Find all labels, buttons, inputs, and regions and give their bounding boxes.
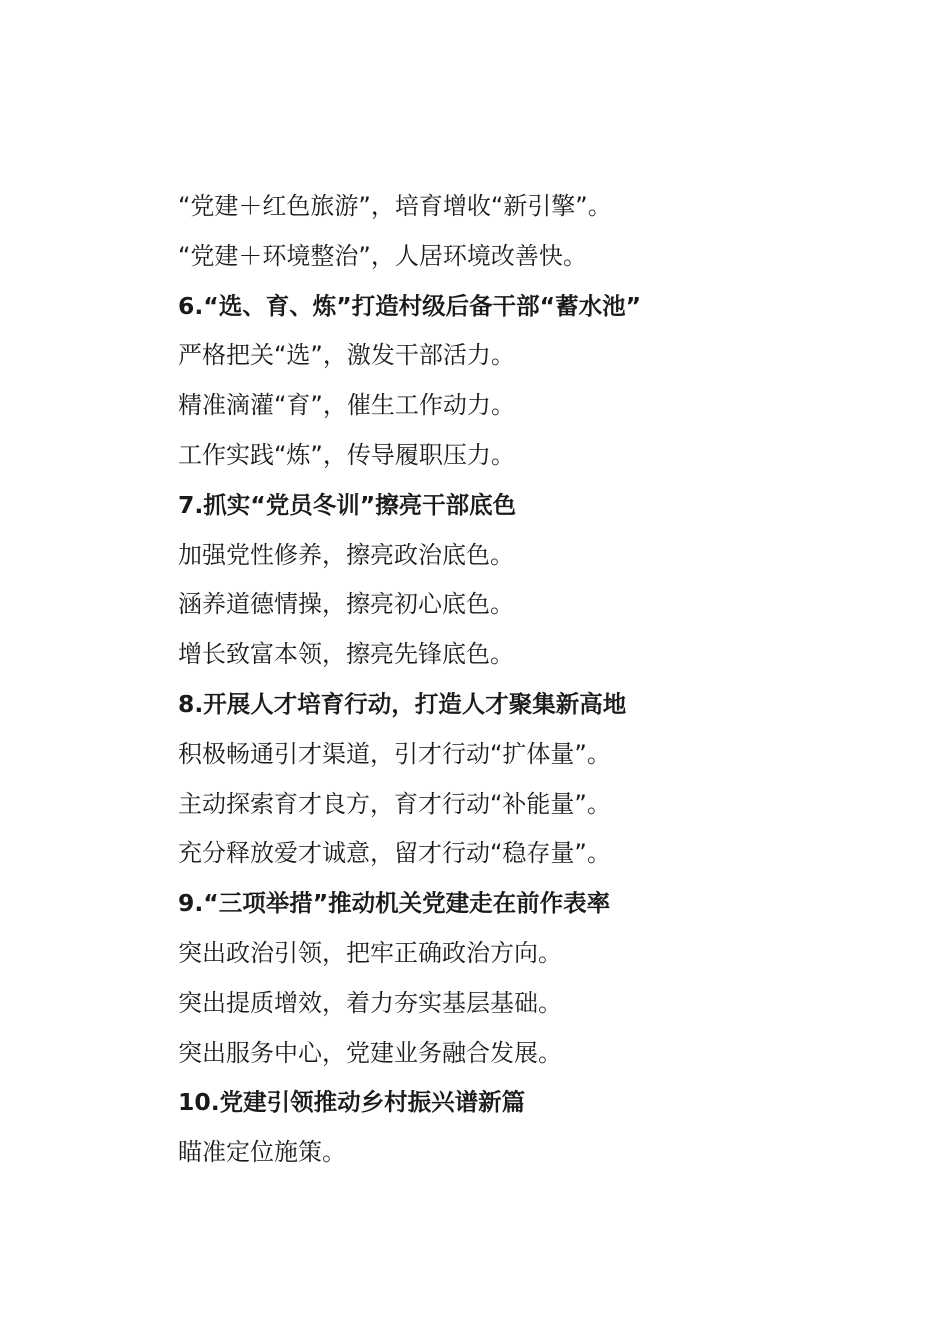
paragraph-line: 突出服务中心，党建业务融合发展。 bbox=[178, 1038, 562, 1067]
section-heading-10: 10.党建引领推动乡村振兴谱新篇 bbox=[178, 1088, 526, 1117]
section-heading-6: 6.“选、育、炼”打造村级后备干部“蓄水池” bbox=[178, 291, 642, 320]
paragraph-line: 工作实践“炼”，传导履职压力。 bbox=[178, 440, 515, 469]
paragraph-line: 精准滴灌“育”，催生工作动力。 bbox=[178, 391, 515, 420]
section-heading-7: 7.抓实“党员冬训”擦亮干部底色 bbox=[178, 490, 517, 519]
document-body bbox=[178, 182, 878, 1178]
paragraph-line: 充分释放爱才诚意，留才行动“稳存量”。 bbox=[178, 839, 611, 868]
paragraph-line: 严格把关“选”，激发干部活力。 bbox=[178, 341, 515, 370]
paragraph-line: “党建＋红色旅游”，培育增收“新引擎”。 bbox=[178, 192, 612, 220]
paragraph-line: “党建＋环境整治”，人居环境改善快。 bbox=[178, 241, 587, 270]
paragraph-line: 主动探索育才良方，育才行动“补能量”。 bbox=[178, 789, 611, 818]
paragraph-line: 涵养道德情操，擦亮初心底色。 bbox=[178, 590, 514, 619]
section-heading-9: 9.“三项举措”推动机关党建走在前作表率 bbox=[178, 889, 611, 918]
paragraph-line: 突出政治引领，把牢正确政治方向。 bbox=[178, 938, 562, 967]
paragraph-line: 增长致富本领，擦亮先锋底色。 bbox=[178, 640, 514, 669]
section-heading-8: 8.开展人才培育行动，打造人才聚集新高地 bbox=[178, 689, 627, 718]
paragraph-line: 瞄准定位施策。 bbox=[178, 1138, 346, 1167]
paragraph-line: 积极畅通引才渠道，引才行动“扩体量”。 bbox=[178, 739, 611, 768]
paragraph-line: 加强党性修养，擦亮政治底色。 bbox=[178, 540, 514, 569]
paragraph-line: 突出提质增效，着力夯实基层基础。 bbox=[178, 988, 562, 1017]
